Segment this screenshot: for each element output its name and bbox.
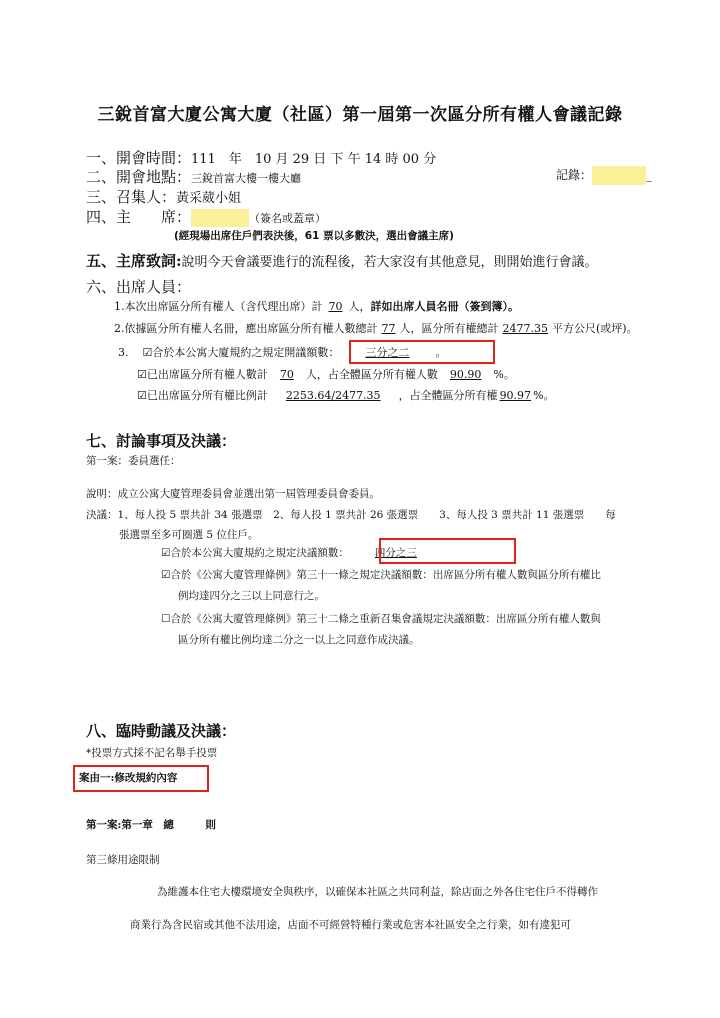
article-text-line-1: 為維護本住宅大樓環境安全與秩序，以確保本社區之共同利益，除店面之外各住宅住戶不得轉作 (157, 886, 598, 898)
attendees-line-5 (137, 387, 555, 403)
chair-row (86, 206, 326, 227)
chapter-heading: 第一案:第一章 總 則 (86, 819, 216, 831)
highlight-box (73, 765, 209, 792)
resolution-check-3-line-2: 區分所有權比例均達二分之一以上之同意作成決議。 (178, 634, 420, 646)
text: 人，占全體區分所有權人數 (305, 368, 438, 381)
attendees-heading: 六、出席人員： (86, 278, 192, 296)
text: %。 (493, 368, 515, 381)
chair-election-note: (經現場出席住戶們表決後，61 票以多數決，選出會議主席) (174, 230, 454, 242)
attendee-count: 70 (279, 368, 294, 381)
page-title: 三銳首富大廈公寓大廈（社區）第一屆第一次區分所有權人會議記錄 (97, 105, 623, 125)
attendee-percent: 90.90 (449, 368, 482, 381)
meeting-time-row (86, 147, 436, 168)
text: 詳如出席人員名冊（簽到簿）。 (370, 300, 519, 313)
quorum-value: 三分之二 (365, 346, 410, 359)
article-heading: 第三條用途限制 (86, 854, 160, 866)
text: 人， (348, 300, 371, 313)
discussion-resolution-2: 張選票至多可圈選 5 位住戶。 (119, 529, 259, 541)
discussion-case: 第一案：委員選任： (86, 455, 181, 467)
meeting-time-label: 一、開會時間： (86, 149, 192, 167)
meeting-time-value: 111 年 10 月 29 日 下 午 14 時 00 分 (191, 152, 437, 167)
recorder-label: 記錄： (556, 168, 593, 182)
text: 人，區分所有權總計 (399, 322, 499, 335)
vote-method: *投票方式採不記名舉手投票 (86, 747, 218, 759)
text: 平方公尺(或坪)。 (552, 322, 638, 335)
resolution-check-3-line-1: ☐合於《公寓大廈管理條例》第三十二條之重新召集會議規定決議額數：出席區分所有權人數與 (161, 613, 601, 625)
meeting-place-label: 二、開會地點： (86, 168, 192, 186)
text: %。 (533, 389, 555, 402)
attendees-line-1 (114, 298, 519, 314)
meeting-place-value: 三銳首富大樓一樓大廳 (191, 172, 302, 185)
attendees-line-2 (114, 320, 638, 336)
text: 2.依據區分所有權人名冊，應出席區分所有權人數總計 (114, 322, 378, 335)
text: 1.本次出席區分所有權人（含代理出席）計 (114, 300, 323, 313)
recorder (556, 166, 652, 185)
discussion-heading: 七、討論事項及決議： (86, 432, 237, 450)
text: 3. (118, 346, 129, 359)
resolution-check-2-line-2: 例均達四分之三以上同意行之。 (178, 590, 325, 602)
meeting-place-row (86, 166, 301, 187)
convener-row (86, 186, 241, 207)
chair-speech-text: 說明今天會議要進行的流程後，若大家沒有其他意見，則開始進行會議。 (181, 255, 598, 270)
text: ☑已出席區分所有權比例計 (137, 389, 268, 402)
chair-speech-row (86, 250, 598, 271)
article-text-line-2: 商業行為含民宿或其他不法用途，店面不可經營特種行業或危害本社區安全之行業，如有違犯可 (130, 919, 571, 931)
text: 。 (435, 346, 447, 359)
chair-label: 四、主 席： (86, 208, 192, 226)
redaction-mask (592, 166, 646, 185)
discussion-explain: 說明：成立公寓大廈管理委員會並選出第一屆管理委員會委員。 (86, 488, 380, 500)
text: ，占全體區分所有權 (398, 389, 498, 402)
total-owners: 77 (381, 322, 396, 335)
total-area: 2477.35 (502, 322, 548, 335)
attendee-area-ratio: 2253.64/2477.35 (285, 389, 381, 402)
area-percent: 90.97 (499, 389, 532, 402)
convener-value: 黃采葳小姐 (176, 191, 242, 206)
attendees-line-4 (137, 366, 515, 382)
text: ☑已出席區分所有權人數計 (137, 368, 268, 381)
motion-one: 案由一:修改規約內容 (79, 772, 178, 784)
text: ☑合於本公寓大廈規約之規定決議額數： (161, 547, 349, 559)
chair-sign-note: （簽名或蓋章） (249, 212, 327, 225)
discussion-resolution-1: 決議：1、每人投 5 票共計 34 張選票 2、每人投 1 票共計 26 張選票 3、每人投 3 票共計 11 張選票 每 (86, 509, 616, 521)
text: ☑合於本公寓大廈規約之規定開議額數： (142, 346, 340, 359)
resolution-check-2-line-1: ☑合於《公寓大廈管理條例》第三十一條之規定決議額數：出席區分所有權人數與區分所有權比 (161, 569, 601, 581)
extempore-heading: 八、臨時動議及決議： (86, 722, 237, 740)
redaction-mask (191, 209, 249, 227)
chair-speech-label: 五、主席致詞: (86, 252, 182, 270)
attendee-count: 70 (328, 300, 343, 313)
highlight-box (379, 538, 516, 564)
convener-label: 三、召集人： (86, 188, 177, 206)
highlight-box (349, 340, 495, 364)
recorder-underline: _ (646, 168, 653, 182)
resolution-threshold: 四分之三 (374, 547, 417, 559)
